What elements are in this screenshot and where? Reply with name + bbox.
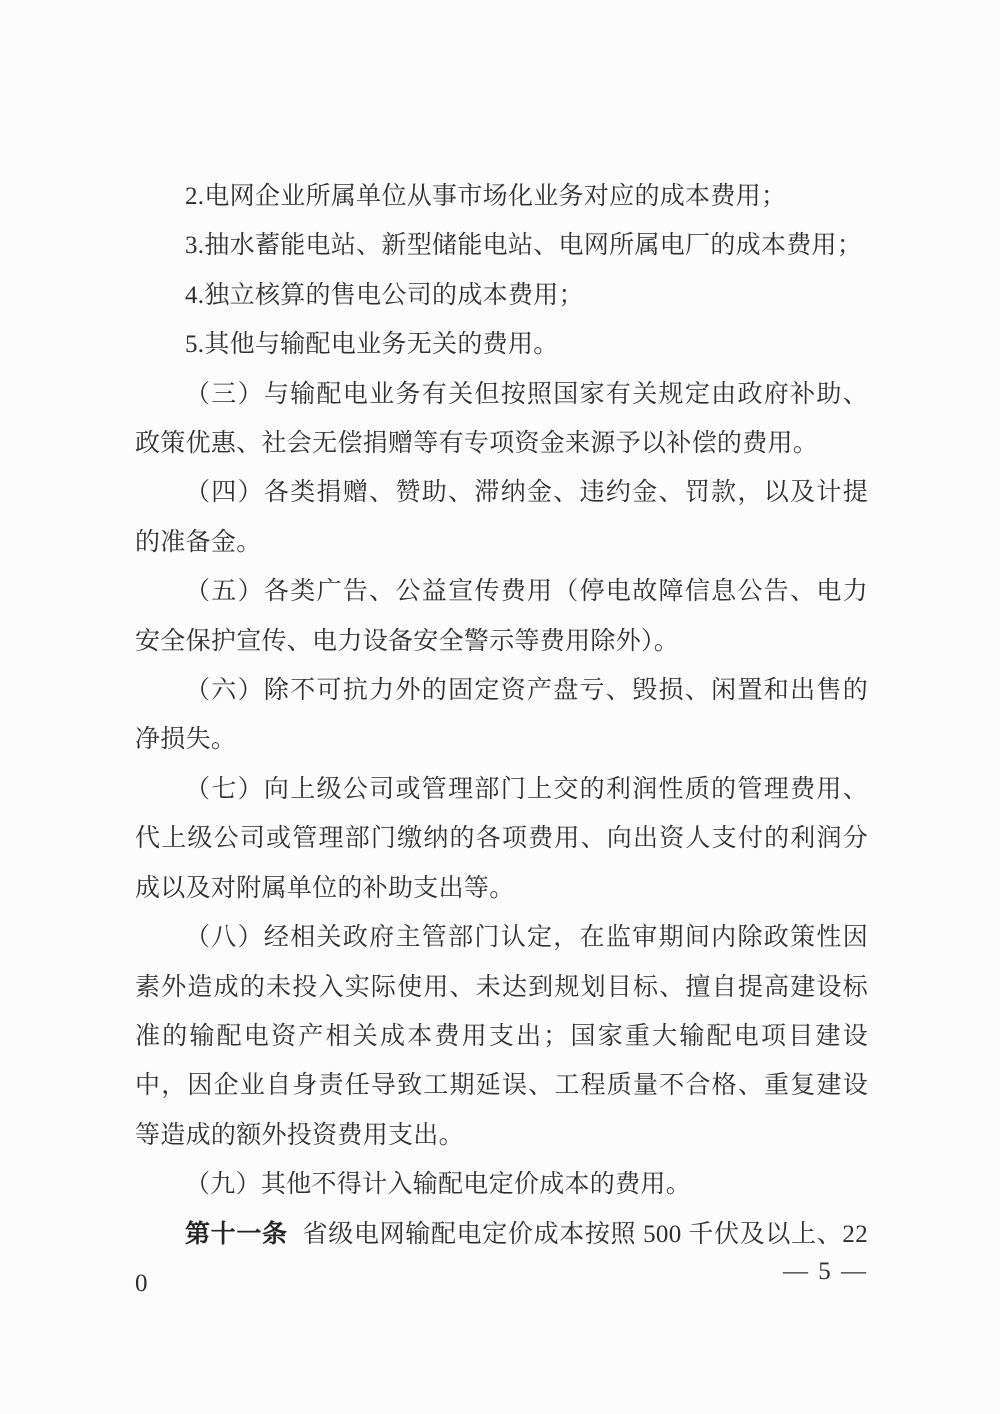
article-11-text: 省级电网输配电定价成本按照 500 千伏及以上、220 [135,1220,868,1297]
page-number: — 5 — [783,1258,868,1285]
list-item-2: 2.电网企业所属单位从事市场化业务对应的成本费用； [185,183,787,210]
clause-6-paragraph: （六）除不可抗力外的固定资产盘亏、毁损、闲置和出售的净损失。 [135,677,868,754]
clause-8-paragraph: （八）经相关政府主管部门认定，在监审期间内除政策性因素外造成的未投入实际使用、未达到规划目标、擅自提高建设标准的输配电资产相关成本费用支出；国家重大输配电项目建设中，因企业自身责任导致工期延误、工程质量不合格、重复建设等造成的额外投资费用支出。 [135,924,868,1149]
clause-5-paragraph: （五）各类广告、公益宣传费用（停电故障信息公告、电力安全保护宣传、电力设备安全警示等费用除外）。 [135,578,868,655]
document-body [135,172,868,1308]
list-item-4: 4.独立核算的售电公司的成本费用； [185,281,584,309]
clause-4-paragraph: （四）各类捐赠、赞助、滞纳金、违约金、罚款，以及计提的准备金。 [135,479,868,556]
list-item-3: 3.抽水蓄能电站、新型储能电站、电网所属电厂的成本费用； [185,232,863,260]
list-item-5: 5.其他与输配电业务无关的费用。 [185,331,559,359]
article-11-number: 第十一条 [185,1219,288,1248]
clause-9-paragraph: （九）其他不得计入输配电定价成本的费用。 [185,1171,692,1199]
article-11-paragraph [135,1210,868,1309]
clause-7-paragraph: （七）向上级公司或管理部门上交的利润性质的管理费用、代上级公司或管理部门缴纳的各项费用、向出资人支付的利润分成以及对附属单位的补助支出等。 [135,775,868,902]
clause-3-paragraph: （三）与输配电业务有关但按照国家有关规定由政府补助、政策优惠、社会无偿捐赠等有专项资金来源予以补偿的费用。 [135,380,868,458]
